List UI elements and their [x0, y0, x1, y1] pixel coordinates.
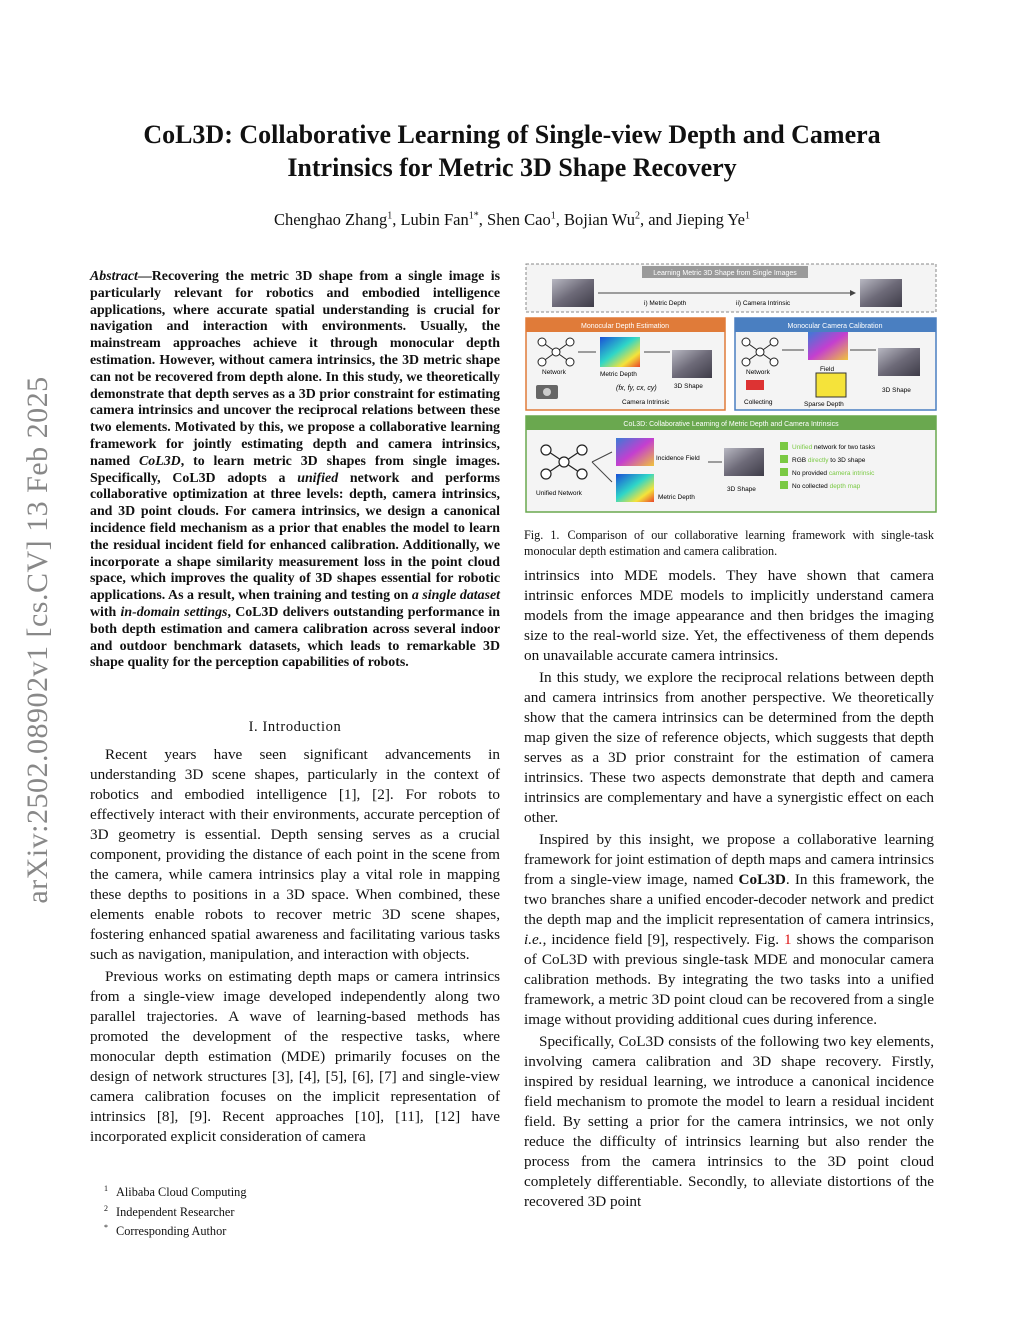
arxiv-identifier: arXiv:2502.08902v1 [cs.CV] 13 Feb 2025	[21, 376, 54, 904]
mde-title: Monocular Depth Estimation	[581, 323, 669, 330]
label-network: Network	[746, 369, 770, 376]
output-3d-shape	[860, 279, 902, 307]
author-list: Chenghao Zhang$^1$, Lubin Fan$^{1*}$, Shen Cao$^1$, Bojian Wu$^2$, and Jieping Ye$^1$	[274, 210, 750, 229]
svg-text:Unified network for two tasks: Unified network for two tasks	[792, 444, 876, 451]
checkmark-icon	[780, 481, 788, 489]
footnotes	[104, 1181, 504, 1240]
label-3d-shape: 3D Shape	[727, 486, 756, 493]
input-image	[552, 279, 594, 307]
label-metric-depth-i: i) Metric Depth	[644, 300, 687, 307]
label-unified-network: Unified Network	[536, 490, 582, 497]
figure-1-diagram	[524, 262, 938, 515]
top-title: Learning Metric 3D Shape from Single Images	[653, 270, 797, 277]
checkmark-icon	[780, 468, 788, 476]
check-item	[780, 455, 866, 464]
label-field: Field	[820, 366, 835, 373]
footnote: $^1$ Alibaba Cloud Computing	[104, 1184, 247, 1200]
svg-text:No provided camera intrinsic: No provided camera intrinsic	[792, 470, 875, 477]
paragraph: Inspired by this insight, we propose a collaborative learning framework for joint estimation of depth maps and camera intrinsics from a single-view image, named CoL3D. In this framework, the two branches share a unified encoder-decoder network and predict the depth map and the implicit representation of camera intrinsics, i.e., incidence field [9], respectively. Fig. 1 shows the comparison of CoL3D with previous single-task MDE and monocular camera calibration methods. By integrating the two tasks into a unified framework, a metric 3D point cloud can be recovered from a single image without providing additional cues during inference.	[524, 831, 934, 1028]
collecting-vehicle-icon	[746, 380, 764, 390]
label-incidence-field: Incidence Field	[656, 455, 700, 462]
camera-params: (fx, fy, cx, cy)	[616, 385, 657, 392]
sparse-depth-map	[816, 373, 846, 397]
label-camera-intrinsic-ii: ii) Camera Intrinsic	[736, 300, 791, 307]
paragraph: Specifically, CoL3D consists of the following two key elements, involving camera calibration and 3D shape recovery. Firstly, inspired by residual learning, we introduce a canonical incidence field mechanism to promote the model to learn a residual incident field. By setting a prior for the camera intrinsics, we not only reduce the difficulty of intrinsics learning but also render the process from the camera intrinsics to the 3D point cloud completely differentiable. Secondly, to alleviate distortions of the recovered 3D point	[524, 1033, 934, 1210]
label-network: Network	[542, 369, 566, 376]
label-sparse-depth: Sparse Depth	[804, 401, 844, 408]
introduction-text	[90, 745, 500, 1147]
figure-caption: Fig. 1. Comparison of our collaborative learning framework with single-task monocular depth estimation and camera calibration.	[524, 528, 934, 558]
check-item	[780, 442, 876, 451]
field-map	[808, 332, 848, 360]
section-heading-introduction: I. Introduction	[248, 719, 342, 735]
paragraph: intrinsics into MDE models. They have shown that camera intrinsic enforces MDE models to implicitly understand camera models from the image appearance and then bridges the imaging size to the real-world size. Yet, the effectiveness of them depends on unavailable accurate camera intrinsics.	[524, 567, 934, 664]
svg-text:RGB directly to 3D shape: RGB directly to 3D shape	[792, 457, 866, 464]
checkmark-icon	[780, 455, 788, 463]
label-collecting: Collecting	[744, 399, 773, 406]
check-item	[780, 468, 875, 477]
paper-title: CoL3D: Collaborative Learning of Single-view Depth and Camera Intrinsics for Metric 3D Shape Recovery	[143, 120, 881, 182]
col3d-title: CoL3D: Collaborative Learning of Metric Depth and Camera Intrinsics	[623, 421, 839, 428]
footnote: * Corresponding Author	[104, 1223, 227, 1239]
mcc-3d-shape	[878, 348, 920, 376]
paragraph: In this study, we explore the reciprocal relations between depth and camera intrinsics from another perspective. We theoretically show that the camera intrinsics can be determined from the depth map given the size of reference objects, which suggests that depth serves as a 3D prior constraint for the estimation of camera intrinsics. These two aspects demonstrate that depth and camera intrinsics are complementary and have a synergistic effect on each other.	[524, 669, 934, 826]
metric-depth-map	[600, 337, 640, 367]
label-3d-shape: 3D Shape	[882, 387, 911, 394]
mcc-title: Monocular Camera Calibration	[787, 323, 883, 330]
right-column-text	[524, 566, 934, 1212]
checkmark-icon	[780, 442, 788, 450]
label-camera-intrinsic: Camera Intrinsic	[622, 399, 670, 406]
footnote: $^2$ Independent Researcher	[104, 1203, 235, 1219]
col3d-3d-shape	[724, 448, 764, 476]
abstract: Abstract—Recovering the metric 3D shape from a single image is particularly relevant for robotics and embodied intelligence applications, where accurate spatial understanding is crucial for navigation and interaction with environments. Usually, the mainstream approaches achieve it through monocular depth estimation. However, without camera intrinsics, the 3D metric shape can not be recovered from depth alone. In this study, we theoretically demonstrate that depth serves as a 3D prior constraint for estimating camera intrinsics and uncover the reciprocal relations between these two elements. Motivated by this, we propose a collaborative learning framework for jointly estimating depth and camera intrinsics, named CoL3D, to learn metric 3D shapes from single images. Specifically, CoL3D adopts a unified network and performs collaborative optimization at three levels: depth, camera intrinsics, and 3D point clouds. For camera intrinsics, we design a canonical incidence field mechanism as a prior that enables the model to learn the residual incident field for enhanced calibration. Additionally, we incorporate a shape similarity measurement loss in the point cloud space, which improves the quality of 3D shapes essential for robotic applications. As a result, when training and testing on a single dataset with in-domain settings, CoL3D delivers outstanding performance in both depth estimation and camera calibration across several indoor and outdoor benchmark datasets, which leads to remarkable 3D shape quality for the perception capabilities of robots.	[90, 269, 501, 671]
col3d-metric-depth-map	[616, 474, 654, 502]
label-metric-depth: Metric Depth	[658, 494, 695, 501]
incidence-field-map	[616, 438, 654, 466]
svg-text:No collected depth map: No collected depth map	[792, 483, 861, 490]
paragraph: Recent years have seen significant advancements in understanding 3D scene shapes, particularly in the context of robotics and embodied intelligence [1], [2]. For robots to effectively interact with their environments, accurate perception of 3D geometry is essential. Depth sensing serves as a crucial component, providing the distance of each point in the scene from the camera, while camera intrinsics play a vital role in mapping these depths to positions in a 3D space. When combined, these elements enable robots to recover metric 3D scene shapes, fostering enhanced spatial awareness and facilitating various tasks such as navigation, manipulation, and interaction with objects.	[90, 746, 500, 963]
mde-3d-shape	[672, 350, 712, 378]
label-3d-shape: 3D Shape	[674, 383, 703, 390]
paragraph: Previous works on estimating depth maps or camera intrinsics from a single-view image developed independently along two parallel trajectories. A wave of learning-based methods has promoted the development of the respective tasks, where monocular depth estimation (MDE) primarily focuses on the design of network structures [3], [4], [5], [6], [7] and single-view camera calibration focuses on the implicit representation of intrinsics [8], [9]. Recent approaches [10], [11], [12] have incorporated explicit consideration of camera	[90, 968, 500, 1145]
check-item	[780, 481, 861, 490]
label-metric-depth: Metric Depth	[600, 371, 637, 378]
figure-reference-link[interactable]: 1	[784, 931, 792, 948]
